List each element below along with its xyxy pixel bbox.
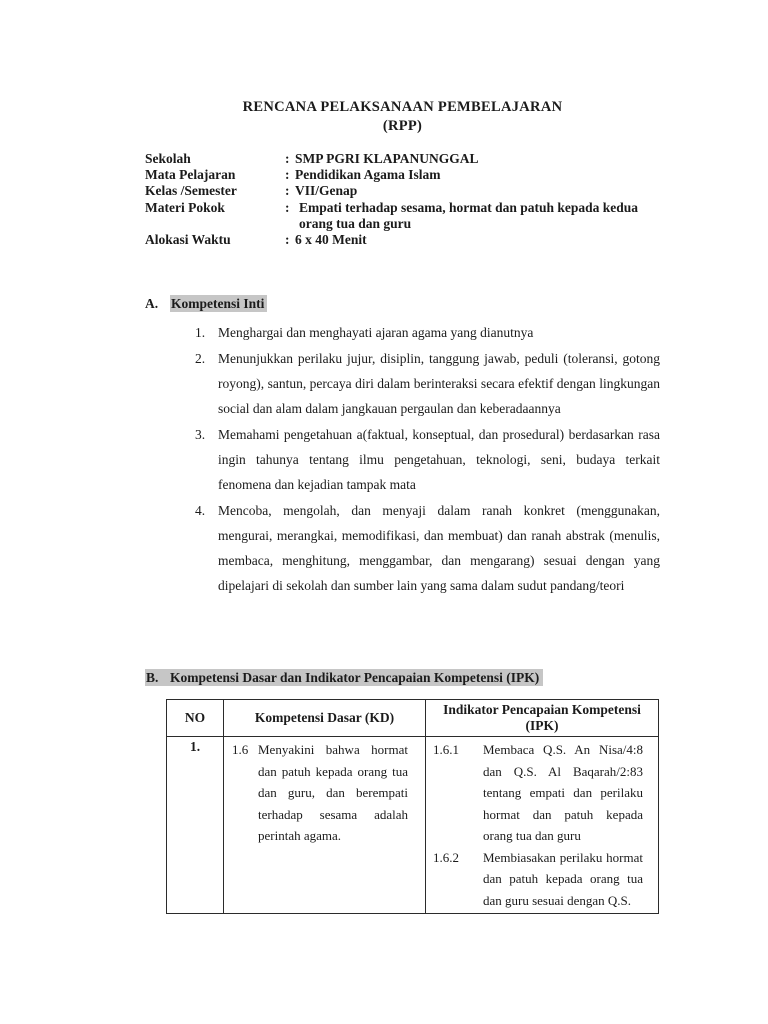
section-kompetensi-dasar [145,669,660,686]
info-row-sekolah [145,151,660,167]
info-value: 6 x 40 Menit [295,232,367,248]
list-item-text: Menunjukkan perilaku jujur, disiplin, tanggung jawab, peduli (toleransi, gotong royong), santun, percaya diri dalam berinteraksi secara efektif dengan lingkungan social dan alam dalam jangkauan pergaulan dan keberadaannya [218,351,660,416]
section-a-heading-text: Kompetensi Inti [170,295,267,312]
list-item-number: 3. [195,427,206,442]
ipk-entry [433,739,643,847]
info-colon: : [285,183,290,199]
table-cell-kd [224,737,426,914]
table-cell-ipk [426,737,659,914]
section-b-prefix: B. [146,670,159,685]
info-row-mata-pelajaran [145,167,660,183]
list-item [145,346,660,421]
info-row-alokasi-waktu [145,232,660,248]
table-cell-no: 1. [167,737,224,914]
ipk-text: Membaca Q.S. An Nisa/4:8 dan Q.S. Al Baqarah/2:83 tentang empati dan perilaku hormat dan patuh kepada orang tua dan guru [483,742,643,843]
kd-ipk-table [166,699,659,914]
info-label: Sekolah [145,151,191,166]
section-b-heading-text [145,669,543,686]
ipk-number: 1.6.2 [433,849,459,865]
info-label: Kelas /Semester [145,183,237,199]
table-header-kd: Kompetensi Dasar (KD) [224,700,426,737]
info-colon: : [285,151,290,166]
info-block [145,151,660,248]
list-item-number: 1. [195,325,206,340]
section-a-heading [145,295,660,312]
table-header-no: NO [167,700,224,737]
ipk-number: 1.6.1 [433,742,459,757]
doc-subtitle: (RPP) [382,118,423,134]
kd-text: Menyakini bahwa hormat dan patuh kepada orang tua dan guru, dan berempati terhadap sesama adalah perintah agama. [258,742,408,843]
table-row [167,737,659,914]
doc-title: RENCANA PELAKSANAAN PEMBELAJARAN [242,99,563,115]
ipk-entry [433,847,643,912]
info-value: Pendidikan Agama Islam [295,167,441,183]
list-item-text: Mencoba, mengolah, dan menyaji dalam ranah konkret (menggunakan, mengurai, merangkai, memodifikasi, dan membuat) dan ranah abstrak (menulis, membaca, menghitung, menggambar, dan mengarang) sesuai dengan yang dipelajari di sekolah dan sumber lain yang sama dalam sudut pandang/teori [218,503,660,593]
kd-number: 1.6 [232,742,249,757]
info-value: Empati terhadap sesama, hormat dan patuh kepada kedua orang tua dan guru [299,199,639,231]
ipk-text: Membiasakan perilaku hormat dan patuh kepada orang tua dan guru sesuai dengan Q.S. [483,849,643,908]
list-item [145,320,660,345]
section-kompetensi-inti [145,295,660,599]
list-item [145,422,660,497]
kd-entry [232,739,408,847]
table-header-ipk: Indikator Pencapaian Kompetensi (IPK) [426,700,659,737]
document-title-block [145,98,660,136]
section-b-heading-label: Kompetensi Dasar dan Indikator Pencapaian Kompetensi (IPK) [170,670,540,685]
section-b-heading [145,669,660,686]
info-value: VII/Genap [295,183,358,199]
list-item-text: Memahami pengetahuan a(faktual, konseptual, dan prosedural) berdasarkan rasa ingin tahunya tentang ilmu pengetahuan, teknologi, seni, budaya terkait fenomena dan kejadian tampak mata [218,427,660,492]
info-row-materi-pokok [145,200,660,232]
info-label: Mata Pelajaran [145,167,236,183]
list-item-number: 4. [195,503,206,518]
info-colon: : [285,199,290,215]
table-header-row [167,700,659,737]
list-item-text: Menghargai dan menghayati ajaran agama yang dianutnya [218,325,534,340]
section-a-prefix: A. [145,296,159,311]
info-value: SMP PGRI KLAPANUNGGAL [295,151,479,166]
info-label: Alokasi Waktu [145,232,231,248]
kompetensi-inti-list [145,320,660,598]
list-item [145,498,660,598]
info-label: Materi Pokok [145,199,225,215]
list-item-number: 2. [195,351,206,366]
info-row-kelas-semester [145,183,660,199]
info-colon: : [285,232,290,248]
info-colon: : [285,167,290,183]
